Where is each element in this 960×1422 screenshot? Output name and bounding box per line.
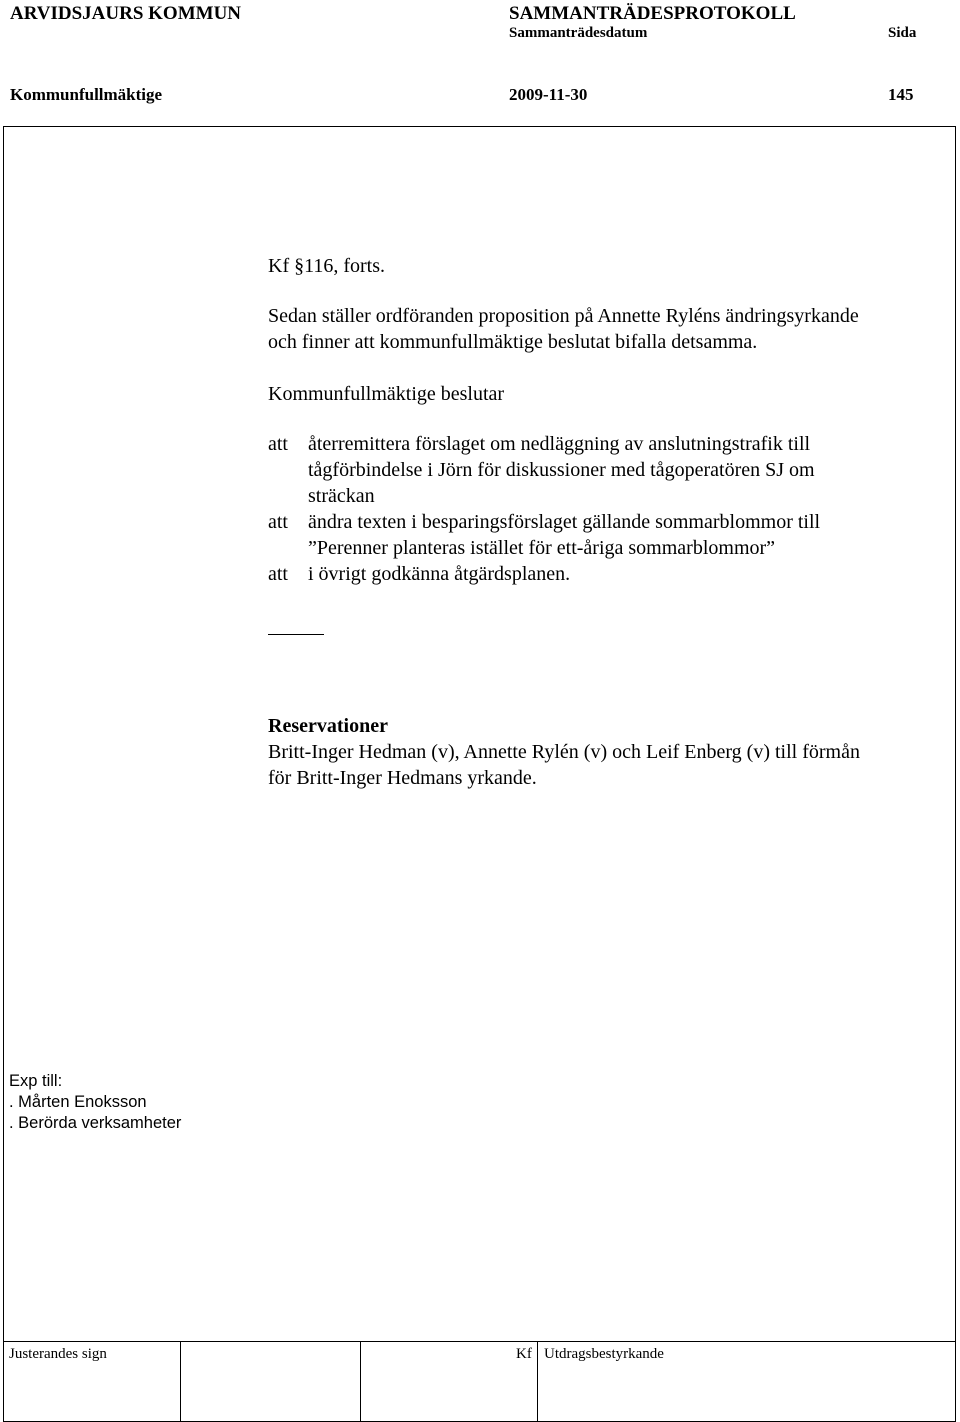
document-type: SAMMANTRÄDESPROTOKOLL bbox=[509, 3, 796, 24]
page-number: 145 bbox=[888, 85, 914, 104]
signature-footer bbox=[3, 1341, 956, 1422]
meeting-date-label: Sammanträdesdatum bbox=[509, 25, 648, 41]
separator-line bbox=[268, 634, 324, 635]
decision-line: ”Perenner planteras istället för ett-åriga sommarblommor” bbox=[308, 537, 776, 559]
extract-verification-label: Utdragsbestyrkande bbox=[544, 1346, 664, 1362]
paragraph-line: och finner att kommunfullmäktige beslutat bifalla detsamma. bbox=[268, 331, 758, 353]
page-label: Sida bbox=[888, 25, 917, 41]
kf-label: Kf bbox=[516, 1346, 532, 1362]
body-name: Kommunfullmäktige bbox=[10, 85, 163, 104]
decision-line: tågförbindelse i Jörn för diskussioner med tågoperatören SJ om bbox=[308, 459, 815, 481]
paragraph-line: Sedan ställer ordföranden proposition på Annette Ryléns ändringsyrkande bbox=[268, 305, 859, 327]
reservations-line: Britt-Inger Hedman (v), Annette Rylén (v) och Leif Enberg (v) till förmån bbox=[268, 741, 860, 763]
distribution-label: Exp till: bbox=[9, 1072, 63, 1090]
distribution-recipient: . Berörda verksamheter bbox=[9, 1114, 182, 1132]
meeting-date: 2009-11-30 bbox=[509, 85, 588, 104]
decision-prefix: att bbox=[268, 433, 288, 455]
decision-line: återremittera förslaget om nedläggning av anslutningstrafik till bbox=[308, 433, 811, 455]
decision-line: sträckan bbox=[308, 485, 375, 507]
decision-prefix: att bbox=[268, 563, 288, 585]
reservations-line: för Britt-Inger Hedmans yrkande. bbox=[268, 767, 537, 789]
reservations-heading: Reservationer bbox=[268, 715, 388, 737]
decision-heading: Kommunfullmäktige beslutar bbox=[268, 383, 505, 405]
continuation-heading: Kf §116, forts. bbox=[268, 255, 386, 277]
footer-divider bbox=[180, 1341, 181, 1422]
decision-line: i övrigt godkänna åtgärdsplanen. bbox=[308, 563, 571, 585]
footer-divider bbox=[360, 1341, 361, 1422]
distribution-recipient: . Mårten Enoksson bbox=[9, 1093, 147, 1111]
organization-name: ARVIDSJAURS KOMMUN bbox=[10, 3, 242, 24]
decision-line: ändra texten i besparingsförslaget gällande sommarblommor till bbox=[308, 511, 821, 533]
signature-label: Justerandes sign bbox=[9, 1346, 107, 1362]
footer-divider bbox=[537, 1341, 538, 1422]
decision-prefix: att bbox=[268, 511, 288, 533]
